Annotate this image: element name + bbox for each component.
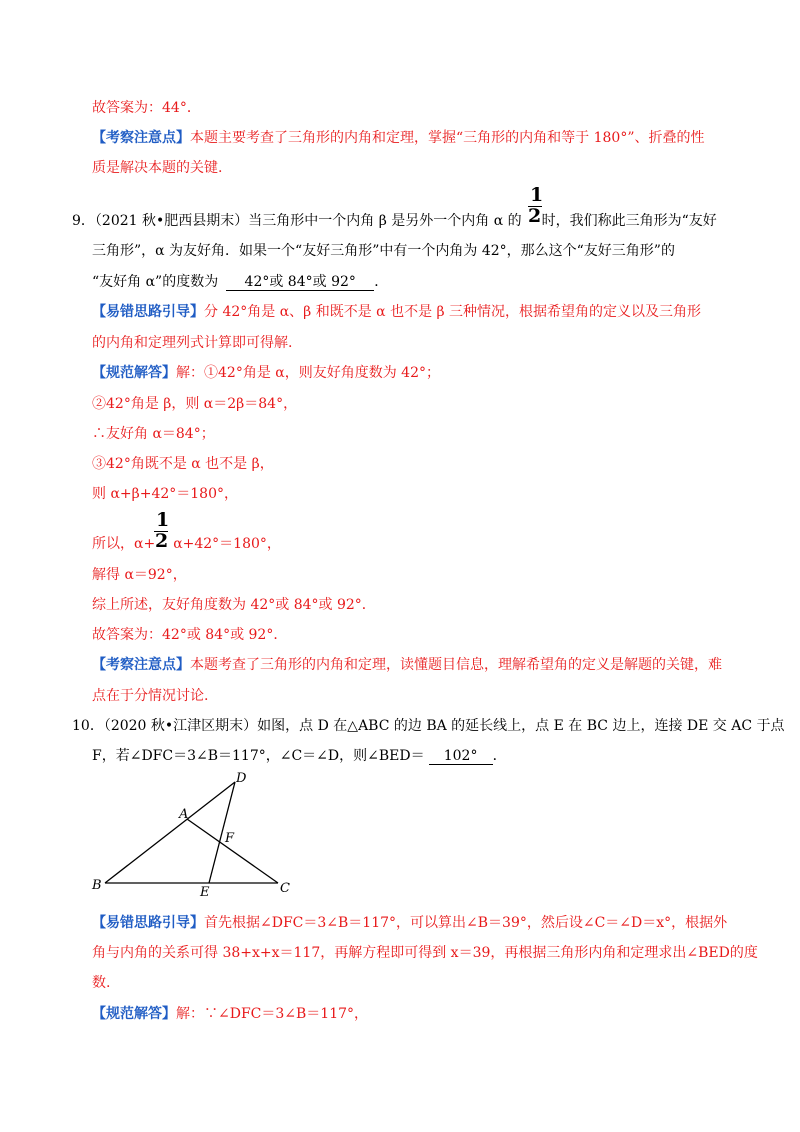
q10-line2: F，若∠DFC＝3∠B＝117°，∠C＝∠D，则∠BED＝ 102° ．	[92, 748, 507, 764]
label-f: F	[225, 831, 235, 846]
q9-hint-cont: 的内角和定理列式计算即可得解.	[92, 335, 293, 351]
q9-solution-line8: 综上所述，友好角度数为 42°或 84°或 92°．	[92, 597, 376, 613]
q9-solution-line9: 故答案为：42°或 84°或 92°．	[92, 627, 288, 643]
solution-tag: 【规范解答】	[92, 1006, 176, 1022]
q9-solution-line5: 则 α+β+42°＝180°，	[92, 486, 238, 502]
note-paragraph-cont: 质是解决本题的关键.	[92, 160, 223, 176]
q10-hint: 【易错思路引导】首先根据∠DFC＝3∠B＝117°，可以算出∠B＝39°，然后设∠C＝∠D＝x°，根据外	[92, 915, 728, 931]
q10-hint-line3: 数.	[92, 975, 111, 991]
q9-fraction-numerator: 1	[530, 184, 544, 206]
hint-tag: 【易错思路引导】	[92, 304, 204, 320]
label-c: C	[280, 881, 290, 896]
label-a: A	[179, 807, 189, 822]
hint-tag: 【易错思路引导】	[92, 915, 204, 931]
q9-solution-line2: ②42°角是 β，则 α＝2β＝84°，	[92, 396, 298, 412]
q9-fraction-denominator: 2	[528, 205, 542, 227]
q9-hint: 【易错思路引导】分 42°角是 α、β 和既不是 α 也不是 β 三种情况，根据希望角的定义以及三角形	[92, 304, 702, 320]
q10-hint-line2: 角与内角的关系可得 38+x+x＝117，再解方程即可得到 x＝39，再根据三角形内角和定理求出∠BED的度	[92, 945, 758, 961]
label-e: E	[200, 885, 210, 898]
segment-ac	[187, 819, 278, 883]
q9-solution-line7: 解得 α＝92°，	[92, 567, 187, 583]
q10-solution: 【规范解答】解：∵∠DFC＝3∠B＝117°，	[92, 1006, 369, 1022]
note-tag: 【考察注意点】	[92, 657, 190, 673]
label-b: B	[92, 878, 102, 893]
q9-solution-fraction-numerator: 1	[156, 509, 170, 531]
q10-answer-blank: 102°	[429, 748, 493, 765]
note-tag: 【考察注意点】	[92, 130, 190, 146]
note-paragraph: 【考察注意点】本题主要考查了三角形的内角和定理，掌握“三角形的内角和等于 180°”、折叠的性	[92, 130, 705, 146]
q9-line2: 三角形”，α 为友好角．如果一个“友好三角形”中有一个内角为 42°，那么这个“友好三角形”的	[92, 243, 675, 259]
q9-solution-line3: ∴友好角 α＝84°；	[92, 426, 215, 442]
q9-note-cont: 点在于分情况讨论.	[92, 688, 209, 704]
solution-tag: 【规范解答】	[92, 365, 176, 381]
q9-answer-blank: 42°或 84°或 92°	[226, 274, 374, 291]
q9-line3: “友好角 α”的度数为 42°或 84°或 92° ．	[92, 274, 389, 290]
answer-line: 故答案为：44°．	[92, 100, 201, 116]
q9-solution-fraction-denominator: 2	[155, 530, 169, 552]
q9-note: 【考察注意点】本题考查了三角形的内角和定理，读懂题目信息，理解希望角的定义是解题的关键，难	[92, 657, 722, 673]
q9-solution-line6: 所以，α+ α+42°＝180°，	[92, 536, 281, 552]
q10-line1: 10．（2020 秋•江津区期末）如图，点 D 在△ABC 的边 BA 的延长线上，点 E 在 BC 边上，连接 DE 交 AC 于点	[72, 718, 785, 734]
q9-line1: 9．（2021 秋•肥西县期末）当三角形中一个内角 β 是另外一个内角 α 的 时，我们称此三角形为“友好	[72, 213, 717, 229]
q9-solution: 【规范解答】解：①42°角是 α，则友好角度数为 42°；	[92, 365, 440, 381]
label-d: D	[236, 771, 247, 786]
q9-solution-line4: ③42°角既不是 α 也不是 β，	[92, 456, 274, 472]
triangle-figure	[80, 770, 310, 898]
segment-bd	[105, 782, 235, 883]
